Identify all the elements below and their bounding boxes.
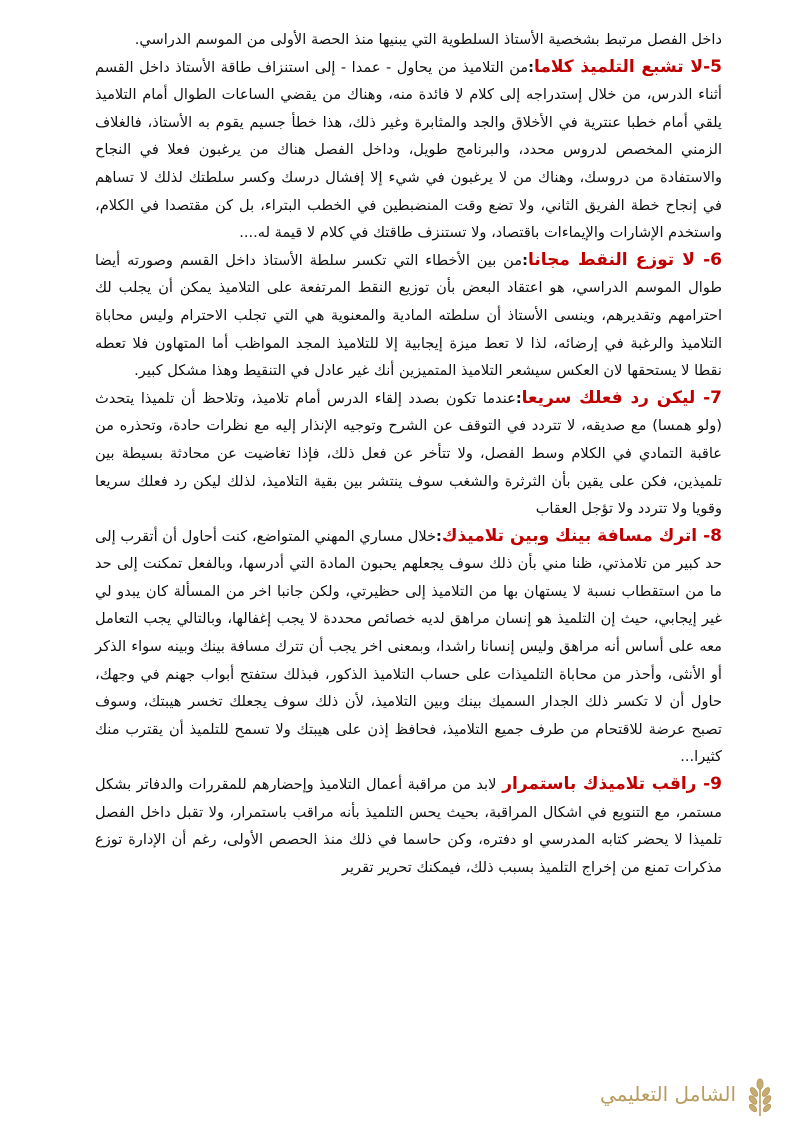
section-5-heading: 5-لا تشبع التلميذ كلاما — [533, 56, 722, 77]
section-9-text: لابد من مراقبة أعمال التلاميذ وإحضارهم للمقررات والدفاتر بشكل مستمر، مع التنويع في اشكال المراقبة، بحيث يحس التلميذ بأنه مراقب باستمرار، ولا تقبل داخل الفصل تلميذا لا يحضر كتابه المدرسي او دفتره، وكن حاسما في ذلك منذ الحصص الأولى، رغم أن الإدارة توزع مذكرات تمنع من إخراج التلميذ بسبب ذلك، فيمكنك تحرير تقرير — [95, 776, 722, 876]
section-8 — [95, 523, 722, 771]
section-8-separator: : — [436, 527, 442, 545]
document-body — [95, 26, 722, 881]
section-5-text: من التلاميذ من يحاول - عمدا - إلى استنزاف طاقة الأستاذ داخل القسم أثناء الدرس، من خلال إستدراجه إلى كلام لا فائدة منه، وهناك من يقضي الساعات الطوال أمام التلاميذ يلقي أمام خطبا عنترية في الأخلاق والجد والمثابرة وغير ذلك، هذا خطأ جسيم يقوم به الأستاذ، فالغلاف الزمني المخصص لدروس محدد، والبرنامج طويل، وداخل الفصل هناك من يرغبون فعلا في النجاح والاستفادة من دروسك، وهناك من لا يرغبون في شيء إلا إفشال درسك وكسر سلطتك لذلك لا تساهم في إنجاح خطة الفريق الثاني، ولا تضع وقت المنضبطين في الخطب البتراء، بل كن مقتصدا في الكلام، واستخدم الإشارات والإيماءات باقتصاد، ولا تستنزف طاقتك في كلام لا قيمة له.... — [95, 58, 722, 242]
section-7-heading: 7- ليكن رد فعلك سريعا — [521, 387, 722, 408]
section-8-text: خلال مساري المهني المتواضع، كنت أحاول أن أتقرب إلى حد كبير من تلامذتي، ظنا مني بأن ذلك سوف يجعلهم يحبون المادة التي أدرسها، وبالفعل تمكنت إلى حد ما من استقطاب نسبة لا يستهان بها من التلاميذ إلى حظيرتي، ولكن جانبا اخر من المسألة كان يبدو لي غير إيجابي، حيث إن التلميذ هو إنسان مراهق لديه خصائص محددة لا يجب إغفالها، وبالتالي يجب التعامل معه على أساس أنه مراهق وليس إنسانا راشدا، وبمعنى اخر يجب أن تترك مسافة بينك وبينه سواء الذكر أو الأنثى، وأحذر من محاباة التلميذات على حساب التلاميذ الذكور، فبذلك ستفتح أبواب جهنم في وجهك، حاول أن لا تكسر ذلك الجدار السميك بينك وبين التلاميذ، لأن ذلك سوف يجعلك تخسر هيبتك، وسوف تصبح عرضة للاقتحام من طرف جميع التلاميذ، فحافظ إذن على هيبتك ولا تسمح للتلميذ أن يقترب منك كثيرا... — [95, 527, 722, 766]
footer-brand — [580, 1078, 780, 1118]
section-8-heading: 8- اترك مسافة بينك وبين تلاميذك — [441, 525, 722, 546]
section-7 — [95, 385, 722, 523]
section-7-separator: : — [515, 389, 522, 407]
section-6-text: من بين الأخطاء التي تكسر سلطة الأستاذ داخل القسم وصورته أيضا طوال الموسم الدراسي، هو اعتقاد البعض بأن توزيع النقط المرتفعة على التلاميذ يمكن أن يجلب لك احترامهم وتقديرهم، وينسى الأستاذ أن سلطته المادية والمعنوية هي التي تجلب الاحترام وليس محاباة التلاميذ والرغبة في إرضائه، لذا لا تعط ميزة إيجابية إلا للتلاميذ المجد المواظب أما المتهاون فلا تعطه نقطا لا يستحقها لان العكس سيشعر التلاميذ المتميزين أنك غير عادل في التنقيط وهذا مشكل كبير. — [95, 251, 722, 380]
brand-name: الشامل التعليمي — [599, 1082, 736, 1106]
section-5 — [95, 54, 722, 247]
intro-paragraph: داخل الفصل مرتبط بشخصية الأستاذ السلطوية التي يبنيها منذ الحصة الأولى من الموسم الدراسي. — [134, 31, 722, 48]
section-6-separator: : — [522, 251, 528, 269]
section-7-text: عندما تكون بصدد إلقاء الدرس أمام تلاميذ، وتلاحظ أن تلميذا يتحدث (ولو همسا) مع صديقه، لا تتردد في التوقف عن الشرح وتوجيه الإنذار إليه مع نظرات حادة، وتحذره من عاقبة التمادي في الكلام وسط الفصل، ولا تتأخر عن فعل ذلك، فإذا تغاضيت عن محادثة بسيطة بين تلميذين، فكن على يقين بأن الثرثرة والشغب سوف ينتشر بين بقية التلاميذ، لذلك ليكن رد فعلك سريعا وقويا ولا تتردد ولا تؤجل العقاب — [95, 389, 722, 518]
section-9 — [95, 771, 722, 881]
section-5-separator: : — [528, 58, 534, 76]
section-9-heading: 9- راقب تلاميذك باستمرار — [502, 774, 722, 795]
section-6 — [95, 247, 722, 385]
wheat-branch-icon — [740, 1078, 780, 1118]
section-6-heading: 6- لا توزع النقط مجانا — [527, 249, 722, 270]
